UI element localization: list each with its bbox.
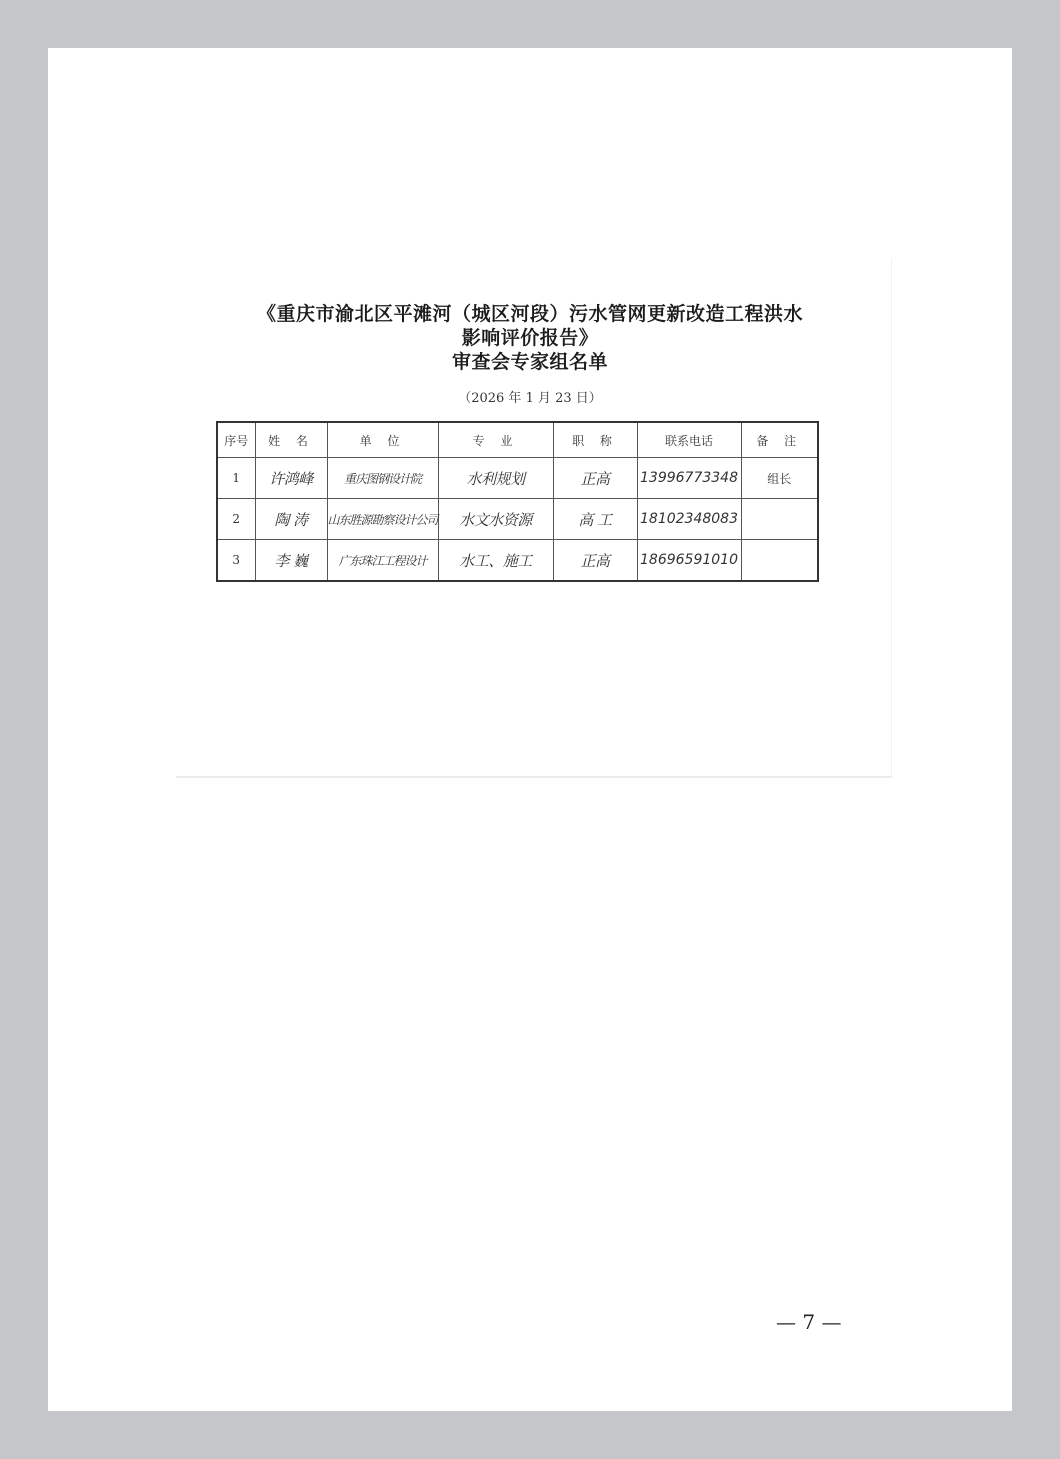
row-title: 正高 [553, 540, 637, 582]
header-title: 职 称 [553, 422, 637, 458]
row-name: 李 巍 [255, 540, 327, 582]
table-row [217, 458, 818, 499]
header-specialty: 专 业 [438, 422, 553, 458]
table-header-row [217, 422, 818, 458]
title-line-3: 审查会专家组名单 [451, 351, 608, 373]
row-index: 3 [217, 540, 255, 582]
page-number: — 7 — [776, 1310, 842, 1334]
row-phone: 13996773348 [637, 458, 741, 499]
document-page [48, 48, 1012, 1411]
row-specialty: 水文水资源 [438, 499, 553, 540]
row-note [741, 540, 818, 582]
row-index: 1 [217, 458, 255, 499]
row-phone: 18696591010 [637, 540, 741, 582]
expert-roster-table [216, 421, 819, 582]
header-phone: 联系电话 [637, 422, 741, 458]
table-row [217, 499, 818, 540]
row-title: 高 工 [553, 499, 637, 540]
header-note: 备 注 [741, 422, 818, 458]
row-name: 陶 涛 [255, 499, 327, 540]
row-specialty: 水工、施工 [438, 540, 553, 582]
row-name: 许鸿峰 [255, 458, 327, 499]
header-unit: 单 位 [327, 422, 438, 458]
table-row [217, 540, 818, 582]
meeting-date: （2026 年 1 月 23 日） [458, 391, 602, 406]
row-title: 正高 [553, 458, 637, 499]
row-unit: 重庆图钢设计院 [327, 458, 438, 499]
title-line-2: 影响评价报告》 [461, 327, 599, 349]
row-note [741, 499, 818, 540]
row-note: 组长 [741, 458, 818, 499]
row-index: 2 [217, 499, 255, 540]
document-title [48, 302, 1012, 374]
title-line-1: 《重庆市渝北区平滩河（城区河段）污水管网更新改造工程洪水 [256, 303, 803, 325]
row-unit: 山东胜源勘察设计公司 [327, 499, 438, 540]
header-name: 姓 名 [255, 422, 327, 458]
row-phone: 18102348083 [637, 499, 741, 540]
header-index: 序号 [217, 422, 255, 458]
row-unit: 广东珠江工程设计 [327, 540, 438, 582]
row-specialty: 水利规划 [438, 458, 553, 499]
